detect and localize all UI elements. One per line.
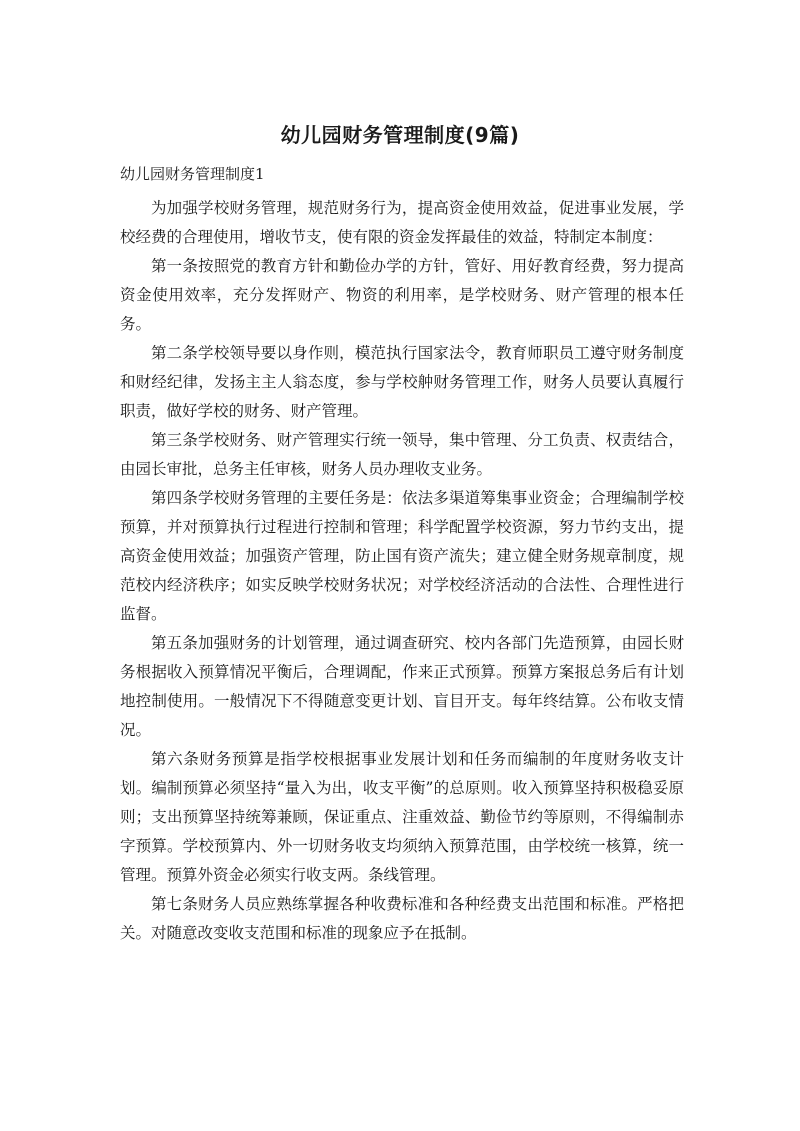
- paragraph: 第六条财务预算是指学校根据事业发展计划和任务而编制的年度财务收支计划。编制预算必须坚持“量入为出，收支平衡”的总原则。收入预算坚持积极稳妥原则；支出预算坚持统筹兼顾，保证重点、注重效益、勤俭节约等原则，不得编制赤字预算。学校预算内、外一切财务收支均须纳入预算范围，由学校统一核算，统一管理。预算外资金必须实行收支两。条线管理。: [120, 750, 684, 884]
- paragraph: 为加强学校财务管理，规范财务行为，提高资金使用效益，促进事业发展，学校经费的合理使用，增收节支，使有限的资金发挥最佳的效益，特制定本制度：: [120, 199, 684, 246]
- document-body: [120, 194, 684, 948]
- section-heading: 幼儿园财务管理制度1: [120, 165, 265, 183]
- paragraph: 第一条按照党的教育方针和勤俭办学的方针，管好、用好教育经费，努力提高资金使用效率，充分发挥财产、物资的利用率，是学校财务、财产管理的根本任务。: [120, 257, 684, 333]
- paragraph: 第二条学校领导要以身作则，模范执行国家法令，教育师职员工遵守财务制度和财经纪律，发扬主主人翁态度，参与学校舯财务管理工作，财务人员要认真履行职责，做好学校的财务、财产管理。: [120, 344, 684, 420]
- paragraph: 第五条加强财务的计划管理，通过调查研究、校内各部门先造预算，由园长财务根据收入预算情况平衡后，合理调配，作来正式预算。预算方案报总务后有计划地控制使用。一般情况下不得随意变更计划、盲目开支。每年终结算。公布收支情况。: [120, 634, 684, 739]
- paragraph: 第三条学校财务、财产管理实行统一领导，集中管理、分工负责、权责结合，由园长审批，总务主任审核，财务人员办理收支业务。: [120, 431, 684, 478]
- document-title: 幼儿园财务管理制度(9篇): [280, 123, 520, 147]
- paragraph: 第四条学校财务管理的主要任务是：依法多渠道筹集事业资金；合理编制学校预算，并对预算执行过程进行控制和管理；科学配置学校资源，努力节约支出，提高资金使用效益；加强资产管理，防止国有资产流失；建立健全财务规章制度，规范校内经济秩序；如实反映学校财务状况；对学校经济活动的合法性、合理性进行监督。: [120, 489, 684, 623]
- paragraph: 第七条财务人员应熟练掌握各种收费标准和各种经费支出范围和标准。严格把关。对随意改变收支范围和标准的现象应予在抵制。: [120, 895, 684, 942]
